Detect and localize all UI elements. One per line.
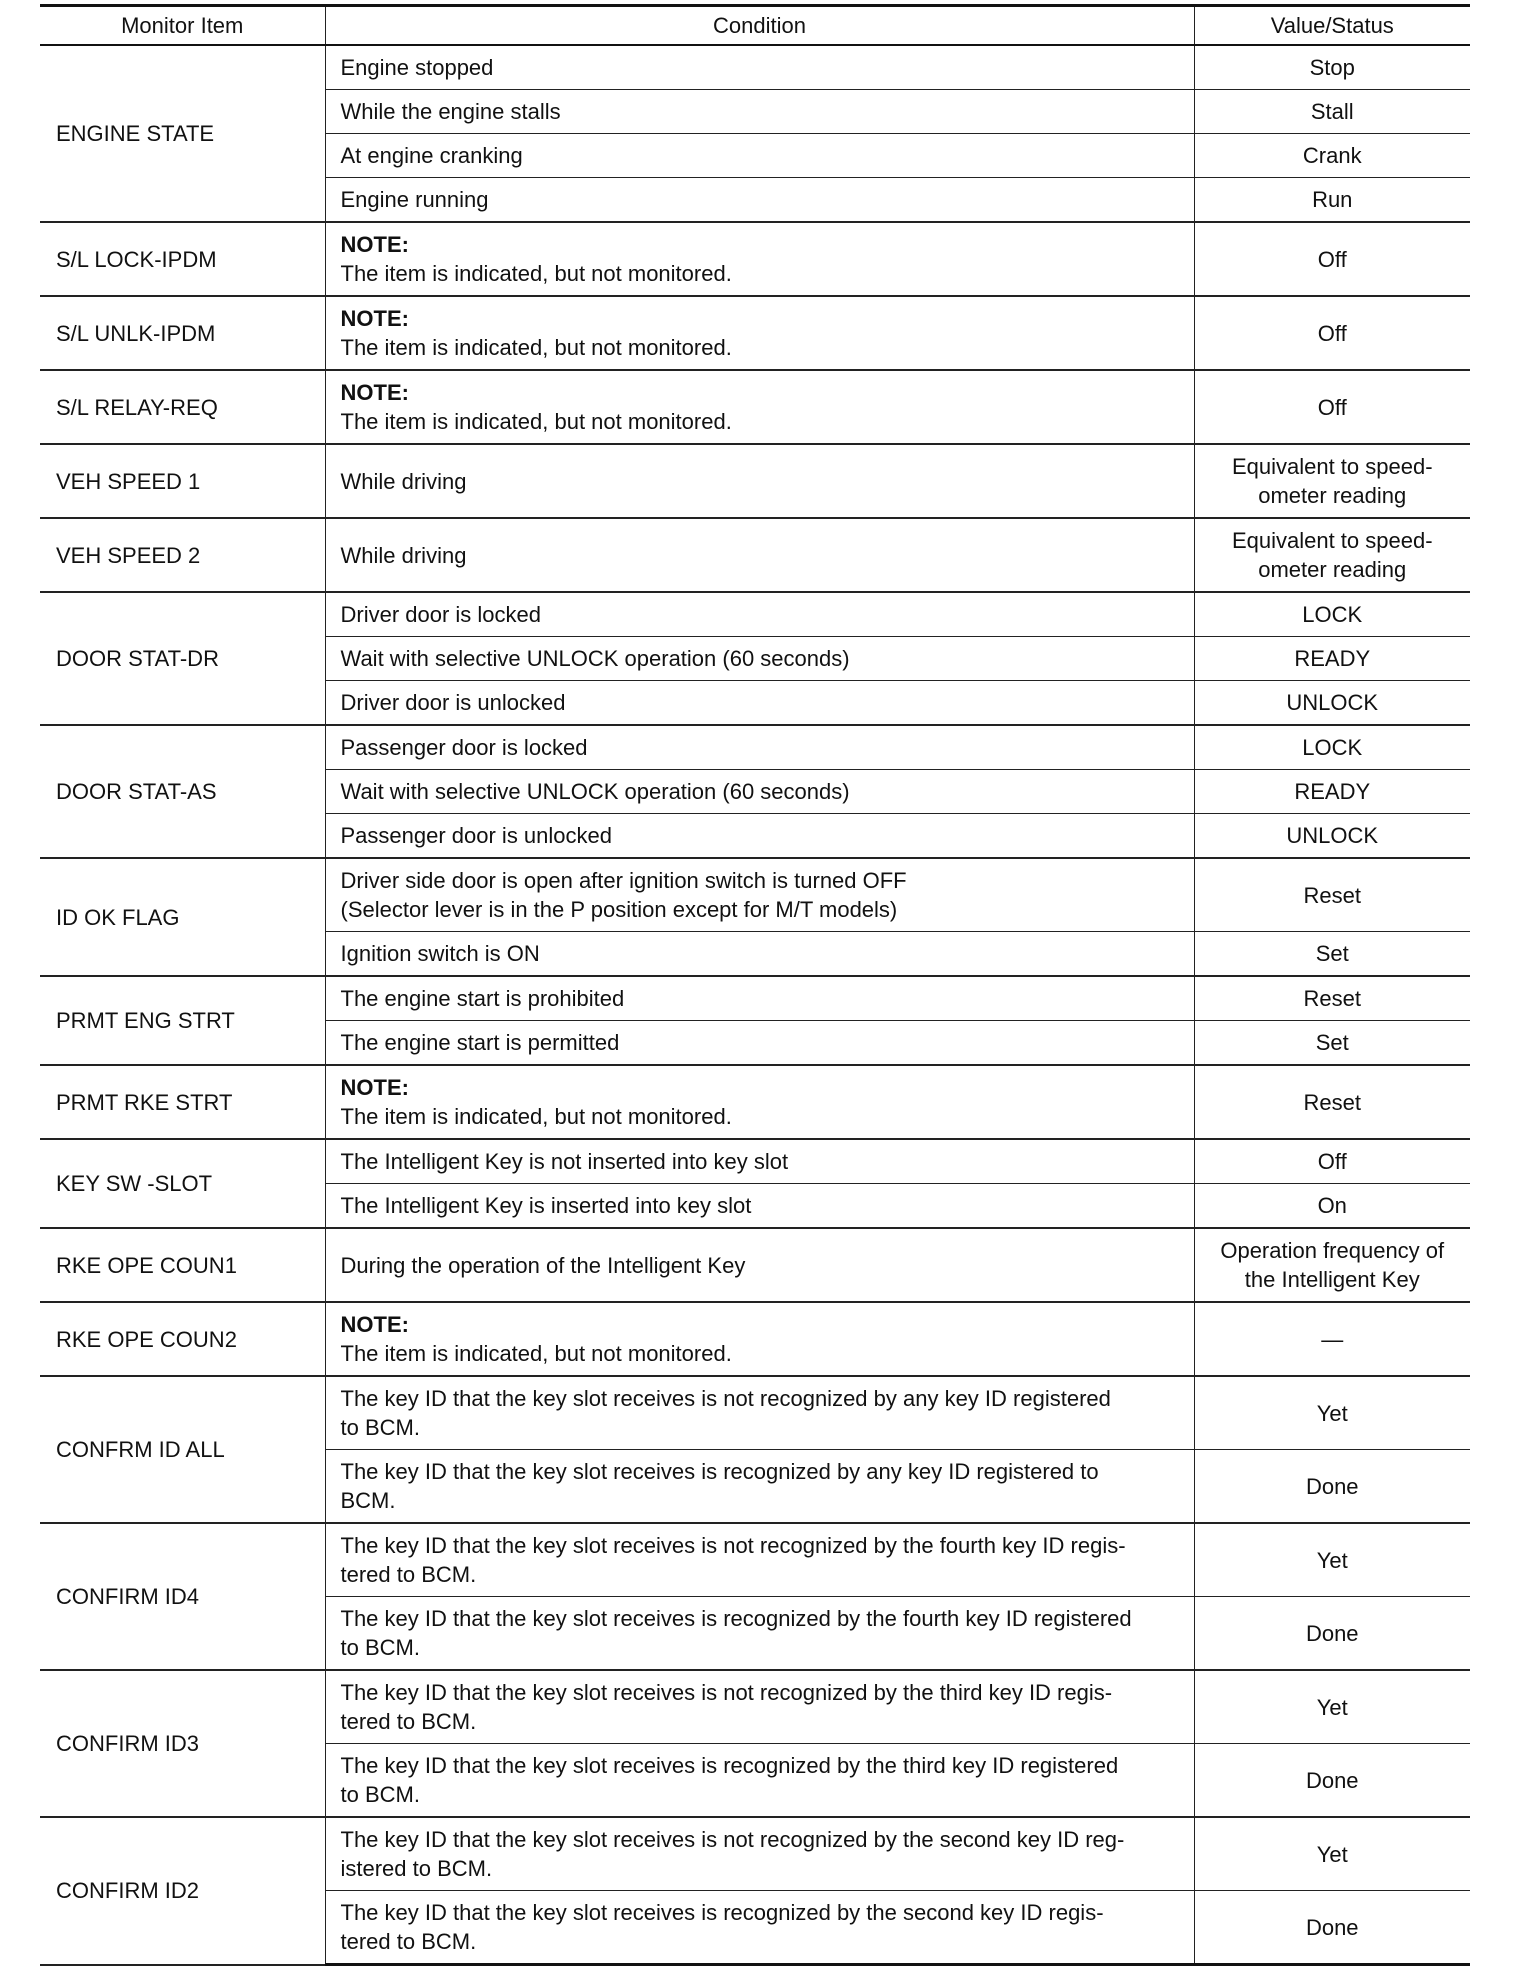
condition-cell — [325, 725, 1194, 770]
note-label: NOTE: — [340, 232, 409, 257]
table-row — [40, 518, 1470, 592]
condition-text: The Intelligent Key is not inserted into key slot — [340, 1149, 789, 1174]
table-row — [40, 858, 1470, 932]
value-status-cell — [1194, 1450, 1470, 1524]
condition-text: The engine start is prohibited — [340, 986, 625, 1011]
value-text: LOCK — [1302, 602, 1363, 627]
condition-text: BCM. — [340, 1488, 396, 1513]
value-status-cell — [1194, 592, 1470, 637]
table-header — [40, 6, 1470, 46]
condition-text: Driver side door is open after ignition switch is turned OFF — [340, 868, 907, 893]
value-status-cell — [1194, 178, 1470, 223]
table-row — [40, 976, 1470, 1021]
value-status-cell — [1194, 770, 1470, 814]
condition-text: Passenger door is locked — [340, 735, 588, 760]
header-row — [40, 6, 1470, 46]
table-row — [40, 1523, 1470, 1597]
value-status-cell — [1194, 518, 1470, 592]
value-text: ometer reading — [1258, 557, 1407, 582]
monitor-item-cell: VEH SPEED 2 — [40, 518, 325, 592]
value-status-cell — [1194, 1744, 1470, 1818]
note-text: The item is indicated, but not monitored. — [340, 261, 732, 286]
value-text: LOCK — [1302, 735, 1363, 760]
table-row — [40, 444, 1470, 518]
value-text: On — [1317, 1193, 1347, 1218]
condition-text: During the operation of the Intelligent Key — [340, 1252, 746, 1278]
condition-cell — [325, 518, 1194, 592]
value-status-cell — [1194, 1139, 1470, 1184]
monitor-item-cell: RKE OPE COUN2 — [40, 1302, 325, 1376]
value-text: Off — [1317, 394, 1347, 420]
table-row — [40, 45, 1470, 90]
condition-text: to BCM. — [340, 1415, 420, 1440]
condition-cell — [325, 1891, 1194, 1965]
condition-cell — [325, 592, 1194, 637]
header-condition: Condition — [325, 6, 1194, 46]
value-text: Yet — [1316, 1841, 1348, 1867]
table-row — [40, 222, 1470, 296]
value-text: READY — [1294, 779, 1371, 804]
monitor-item-cell: RKE OPE COUN1 — [40, 1228, 325, 1302]
value-text: Run — [1312, 187, 1353, 212]
value-status-cell — [1194, 370, 1470, 444]
value-status-cell — [1194, 45, 1470, 90]
value-text: Off — [1317, 1149, 1347, 1174]
condition-text: While driving — [340, 468, 467, 494]
monitor-item-cell: ENGINE STATE — [40, 45, 325, 222]
value-text: — — [1321, 1326, 1344, 1352]
monitor-item-table — [40, 4, 1470, 1966]
condition-text: Engine stopped — [340, 55, 494, 80]
value-text: Stop — [1309, 55, 1355, 80]
monitor-item-cell: S/L LOCK-IPDM — [40, 222, 325, 296]
value-text: Set — [1315, 941, 1349, 966]
condition-cell — [325, 1139, 1194, 1184]
condition-text: istered to BCM. — [340, 1856, 493, 1881]
condition-text: The key ID that the key slot receives is not recognized by the second key ID reg- — [340, 1827, 1125, 1852]
condition-text: At engine cranking — [340, 143, 523, 168]
condition-text: The key ID that the key slot receives is recognized by the second key ID regis- — [340, 1900, 1104, 1925]
table-row — [40, 1065, 1470, 1139]
note-text: The item is indicated, but not monitored. — [340, 335, 732, 360]
note-text: The item is indicated, but not monitored. — [340, 1104, 732, 1129]
monitor-item-cell: S/L RELAY-REQ — [40, 370, 325, 444]
condition-cell — [325, 1450, 1194, 1524]
condition-cell — [325, 296, 1194, 370]
monitor-item-cell: VEH SPEED 1 — [40, 444, 325, 518]
table-body — [40, 45, 1470, 1965]
value-text: UNLOCK — [1286, 690, 1379, 715]
value-status-cell — [1194, 814, 1470, 859]
condition-cell — [325, 45, 1194, 90]
value-text: Yet — [1316, 1694, 1348, 1720]
value-text: Equivalent to speed- — [1231, 454, 1433, 479]
value-status-cell — [1194, 222, 1470, 296]
monitor-item-cell: CONFIRM ID2 — [40, 1817, 325, 1965]
value-status-cell — [1194, 444, 1470, 518]
condition-text: tered to BCM. — [340, 1709, 477, 1734]
condition-text: The key ID that the key slot receives is recognized by the third key ID registered — [340, 1753, 1119, 1778]
header-monitor-item: Monitor Item — [40, 6, 325, 46]
monitor-item-cell: DOOR STAT-DR — [40, 592, 325, 725]
condition-text: The key ID that the key slot receives is not recognized by the third key ID regis- — [340, 1680, 1113, 1705]
note-label: NOTE: — [340, 306, 409, 331]
value-status-cell — [1194, 637, 1470, 681]
value-status-cell — [1194, 1597, 1470, 1671]
condition-cell — [325, 1302, 1194, 1376]
condition-text: The Intelligent Key is inserted into key slot — [340, 1193, 752, 1218]
value-status-cell — [1194, 1670, 1470, 1744]
condition-text: to BCM. — [340, 1782, 420, 1807]
value-text: Crank — [1302, 143, 1362, 168]
monitor-item-cell: CONFIRM ID3 — [40, 1670, 325, 1817]
value-status-cell — [1194, 1184, 1470, 1229]
condition-cell — [325, 770, 1194, 814]
value-text: Done — [1305, 1914, 1359, 1940]
condition-text: Driver door is unlocked — [340, 690, 566, 715]
condition-cell — [325, 681, 1194, 726]
condition-cell — [325, 444, 1194, 518]
note-label: NOTE: — [340, 1075, 409, 1100]
value-text: Yet — [1316, 1400, 1348, 1426]
value-status-cell — [1194, 1523, 1470, 1597]
value-status-cell — [1194, 1817, 1470, 1891]
condition-text: Wait with selective UNLOCK operation (60 seconds) — [340, 646, 850, 671]
condition-text: The key ID that the key slot receives is not recognized by any key ID registered — [340, 1386, 1111, 1411]
condition-cell — [325, 370, 1194, 444]
condition-text: The engine start is permitted — [340, 1030, 620, 1055]
condition-cell — [325, 1744, 1194, 1818]
table-row — [40, 1670, 1470, 1744]
condition-cell — [325, 1597, 1194, 1671]
condition-cell — [325, 1065, 1194, 1139]
value-status-cell — [1194, 1065, 1470, 1139]
condition-cell — [325, 1523, 1194, 1597]
value-text: Stall — [1310, 99, 1354, 124]
value-status-cell — [1194, 858, 1470, 932]
value-text: Done — [1305, 1473, 1359, 1499]
value-text: Done — [1305, 1767, 1359, 1793]
note-label: NOTE: — [340, 1312, 409, 1337]
value-status-cell — [1194, 1376, 1470, 1450]
condition-cell — [325, 134, 1194, 178]
table-row — [40, 1139, 1470, 1184]
table-row — [40, 725, 1470, 770]
condition-cell — [325, 1817, 1194, 1891]
value-text: Off — [1317, 320, 1347, 346]
value-status-cell — [1194, 90, 1470, 134]
value-status-cell — [1194, 681, 1470, 726]
table-row — [40, 1228, 1470, 1302]
condition-text: While driving — [340, 542, 467, 568]
table-row — [40, 1302, 1470, 1376]
value-status-cell — [1194, 725, 1470, 770]
condition-cell — [325, 222, 1194, 296]
value-text: Set — [1315, 1030, 1349, 1055]
monitor-item-cell: PRMT ENG STRT — [40, 976, 325, 1065]
condition-cell — [325, 976, 1194, 1021]
value-status-cell — [1194, 1891, 1470, 1965]
value-text: UNLOCK — [1286, 823, 1379, 848]
condition-text: Engine running — [340, 187, 489, 212]
condition-text: The key ID that the key slot receives is recognized by any key ID registered to — [340, 1459, 1099, 1484]
value-text: READY — [1294, 646, 1371, 671]
header-value-status: Value/Status — [1194, 6, 1470, 46]
condition-text: (Selector lever is in the P position except for M/T models) — [340, 897, 898, 922]
condition-text: Ignition switch is ON — [340, 941, 540, 966]
condition-cell — [325, 1670, 1194, 1744]
condition-cell — [325, 814, 1194, 859]
value-status-cell — [1194, 1302, 1470, 1376]
value-status-cell — [1194, 1228, 1470, 1302]
condition-cell — [325, 1228, 1194, 1302]
condition-text: Driver door is locked — [340, 602, 542, 627]
value-text: Off — [1317, 246, 1347, 272]
value-status-cell — [1194, 134, 1470, 178]
table-row — [40, 296, 1470, 370]
condition-text: Wait with selective UNLOCK operation (60 seconds) — [340, 779, 850, 804]
value-status-cell — [1194, 296, 1470, 370]
condition-cell — [325, 1184, 1194, 1229]
monitor-item-cell: S/L UNLK-IPDM — [40, 296, 325, 370]
value-text: the Intelligent Key — [1244, 1267, 1420, 1292]
note-text: The item is indicated, but not monitored. — [340, 1341, 732, 1366]
condition-text: The key ID that the key slot receives is recognized by the fourth key ID registered — [340, 1606, 1132, 1631]
value-text: Reset — [1303, 882, 1361, 908]
condition-cell — [325, 1376, 1194, 1450]
table-row — [40, 1376, 1470, 1450]
value-status-cell — [1194, 932, 1470, 977]
condition-text: Passenger door is unlocked — [340, 823, 612, 848]
condition-cell — [325, 1021, 1194, 1066]
note-label: NOTE: — [340, 380, 409, 405]
monitor-item-cell: CONFIRM ID4 — [40, 1523, 325, 1670]
monitor-item-cell: PRMT RKE STRT — [40, 1065, 325, 1139]
table-row — [40, 370, 1470, 444]
value-text: Done — [1305, 1620, 1359, 1646]
value-text: Reset — [1303, 986, 1361, 1011]
condition-text: to BCM. — [340, 1635, 420, 1660]
condition-cell — [325, 932, 1194, 977]
condition-cell — [325, 858, 1194, 932]
note-text: The item is indicated, but not monitored. — [340, 409, 732, 434]
value-text: ometer reading — [1258, 483, 1407, 508]
value-text: Reset — [1303, 1089, 1361, 1115]
value-text: Operation frequency of — [1220, 1238, 1445, 1263]
monitor-item-cell: CONFRM ID ALL — [40, 1376, 325, 1523]
condition-text: While the engine stalls — [340, 99, 561, 124]
value-text: Yet — [1316, 1547, 1348, 1573]
condition-text: tered to BCM. — [340, 1929, 477, 1954]
monitor-item-cell: DOOR STAT-AS — [40, 725, 325, 858]
condition-cell — [325, 178, 1194, 223]
table-row — [40, 1817, 1470, 1891]
condition-text: tered to BCM. — [340, 1562, 477, 1587]
table-row — [40, 592, 1470, 637]
monitor-item-cell: KEY SW -SLOT — [40, 1139, 325, 1228]
condition-cell — [325, 90, 1194, 134]
condition-text: The key ID that the key slot receives is not recognized by the fourth key ID regis- — [340, 1533, 1126, 1558]
value-status-cell — [1194, 1021, 1470, 1066]
condition-cell — [325, 637, 1194, 681]
monitor-item-cell: ID OK FLAG — [40, 858, 325, 976]
value-text: Equivalent to speed- — [1231, 528, 1433, 553]
value-status-cell — [1194, 976, 1470, 1021]
